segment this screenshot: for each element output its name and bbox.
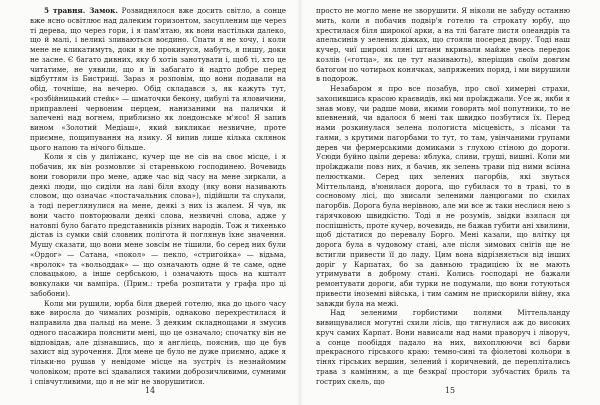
page-number-right: 15	[444, 386, 456, 395]
page-number-left: 14	[144, 386, 156, 395]
left-page-text	[30, 6, 286, 386]
right-paragraph-3: Над зеленими горбистими полями Міттельланду вивищувалися могутні схили лісів, що тягнулися аж до високих круч самих Карпат. Вони нависали над нами праворуч і ліворуч, а сонце пообіддя падало на них, вихоплюючи всі барви прекрасного гірського краю: темно-сині та фіолетові кольори в тінях гірських вершин, зелений і коричневий, де переплітались трава з камінням, а ще безкраї простори зубчастих бриль та гострих скель, що	[316, 308, 570, 386]
diary-entry-heading: 5 травня. Замок.	[44, 6, 118, 15]
left-paragraph-1	[30, 6, 286, 152]
left-paragraph-2: Коли я сів у диліжанс, кучер ще не сів на своє місце, і я побачив, як він розмовляє зі старенькою господинею. Вочевидь вони говорили про мене, адже час від часу на мене зиркали, а деякі люди, що сиділи на лаві біля входу (яку вони називають словом, що означає «постачальник слова»), підійшли та слухали, а тоді переглянулися на мене, деякі з них із жалем. Я чув, як вони часто повторювали деякі слова, незвичні слова, адже у натовпі було багато представників різних народів. Тож я тихенько дістав із сумки свій словник полігота й поглянув їхнє значення. Мушу сказати, що вони мене зовсім не тішили, бо серед них були «Ордог» — Сатана, «покол» — пекло, «стригойка» — відьма, «вролок» та «вольоддак» — що означають одне й те саме, одне словацькою, а інше сербською, і означають щось на кшталт вовкулаки чи вампіра. (Прим.: треба розпитати у графа про ці забобони).	[30, 152, 286, 298]
left-paragraph-1-body: Розвиднялося вже досить світло, а сонце вже ясно освітлює над далеким горизонтом, засупленим ще через ті дерева, що через гори, і я пам'ятаю, як вони настільки далеко, що й малі, і великі зливаються воєдино. Спати я не хочу, і коли мене не кликатимуть, доки я не прокинуся, мабуть, я пишу, доки не засне. Є багато дивних, яку б хотів занотувати і, щоб ті, хто це читатиме, не уявили, що я їв забагато й надто добре перед відбуттям із Бистриці. Зараз я розповім, що вони подавали на обід, точніше, на вечерю. Обід складався з, як кажуть тут, «розбійницький стейк» — шматочки бекону, цибулі та яловичини, приправлені червоним перцем, нанизаними на палички й запечені над вогнем, приблизно як лондонське м'ясо! Я запив вином «Золотий Медіаш», який викликає незвичне, проте приємне, пощипування на язику. Я випив лише кілька склянок цього напою та нічого більше.	[30, 6, 286, 152]
right-paragraph-1: просто не могло мене не зворушити. Я ніколи не забуду останню мить, коли я побачив подвір'я готелю та строкату юрбу, що хрестилася біля широкої арки, а на тлі багате листя олеандрів та апельсинів у зелених діжках, що стояли посеред двору. Тоді наш кучер, чиї широкі лляні штани вкривали майже увесь передок козлів («готца», як це тут називають), вперіщив своїм довгим батогом по чотирьох конячках, запряжених поряд, і ми вирушили в подорож.	[316, 6, 570, 84]
left-paragraph-3: Коли ми рушили, юрба біля дверей готелю, яка до цього часу вже виросла до чималих розмірів, однаково перехрестилася й направила два пальці на мене. З деяким складнощами я змусив одного пасажира пояснити мені, що це означало; спочатку він не відповідав, але дізнавшись, що я англієць, пояснив, що це був захист від зурочення. Для мене це було не дуже приємно, адже я тільки-но рушав у невідоме місце на зустріч із незнайомим чоловіком; проте всі здавалися такими доброзичливими, сумними і співчутливими, що я не міг не зворушитися.	[30, 298, 286, 386]
right-paragraph-2: Незабаром я про все позабув, про свої химерні страхи, захопившись красою краєвидів, які ми проїжджали. Усе ж, якби я знав мову, чи радше мови, якими говорять мої попутники, то не впевнений, чи вдалося б мені так швидко позбутися їх. Перед нами розкинулася зелена пологиста місцевість, з лісами та гаями, з крутими пагорбами то тут, то там, увінчаними групами дерев чи фермерськими домиками з глухою стіною до дороги. Усюди буйно цвіли дерева: яблука, сливи, груші, вишні. Коли ми проїжджали повз них, я бачив, як зелень трави під ними всіяна пелюстками. Серед цих зелених пагорбів, які звуться Міттельланд, в'юнилася дорога, що губилася то в траві, то в сосновому лісі, що звисали зеленими ланцюгами по схилах пагорбів. Дорога була нерівною, але ми все ж таки неслися нею з гарячковою швидкістю. Тоді я не розумів, звідки взялася ця поспішність, проте кучер, вочевидь, не бажав губити ані хвилини, щоб дістатися до перевалу Борго. Мені казали, що влітку ця дорога була в чудовому стані, але після зимових снігів ще не встигли привести її до ладу. Цим вона відрізняється від інших доріг у Карпатах, бо за давньою традицією їх не мають утримувати в доброму стані. Колись господарі не бажали ремонтувати дороги, аби турки не подумали, що вони готуються привести іноземні війська, і тим самим не прискорили війну, яка завжди була на межі.	[316, 84, 570, 308]
right-page-text	[316, 6, 570, 386]
right-page	[300, 0, 600, 405]
